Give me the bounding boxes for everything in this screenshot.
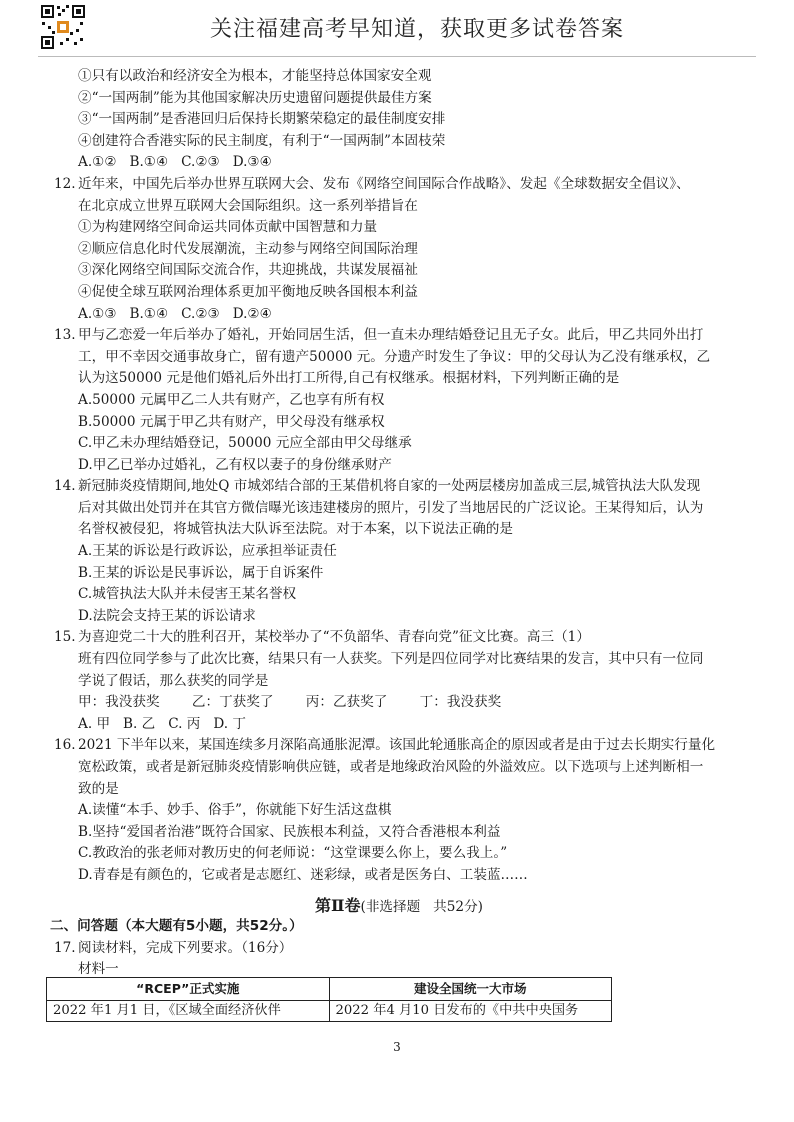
- q16-option: D.青春是有颜色的，它或者是志愿红、迷彩绿，或者是医务白、工装蓝……: [78, 866, 528, 883]
- q13-option: B.50000 元属于甲乙共有财产，甲父母没有继承权: [78, 413, 385, 430]
- q13-option: D.甲乙已举办过婚礼，乙有权以妻子的身份继承财产: [78, 456, 392, 473]
- q14-option: D.法院会支持王某的诉讼请求: [78, 607, 256, 624]
- q13-option: C.甲乙未办理结婚登记，50000 元应全部由甲父母继承: [78, 435, 412, 452]
- q15-statements: [54, 692, 744, 714]
- table-header: “RCEP”正式实施: [47, 978, 330, 1001]
- q11-item: ①只有以政治和经济安全为根本，才能坚持总体国家安全观: [78, 68, 432, 84]
- q11-item: ④创建符合香港实际的民主制度，有利于“一国两制”本固枝荣: [78, 132, 446, 149]
- q14-stem-line: 新冠肺炎疫情期间,地处Q 市城郊结合部的王某借机将自家的一处两层楼房加盖成三层,城管执法大队发现: [78, 478, 701, 495]
- q17-stem: [54, 938, 744, 960]
- q15-statement: 甲：我没获奖: [78, 694, 160, 711]
- q17-stem-line: 阅读材料，完成下列要求。（16分）: [78, 939, 293, 956]
- q12-stem-line: 近年来，中国先后举办世界互联网大会、发布《网络空间国际合作战略》、发起《全球数据安全倡议》、: [78, 175, 690, 192]
- q12-item: ①为构建网络空间命运共同体贡献中国智慧和力量: [78, 219, 378, 236]
- q16-number: 16.: [54, 737, 76, 754]
- q16-stem-line: 宽松政策，或者是新冠肺炎疫情影响供应链，或者是地缘政治风险的外溢效应。以下选项与上述判断相一: [78, 759, 704, 775]
- q15-stem: [54, 627, 744, 649]
- q17-material-label: 材料一: [78, 961, 119, 978]
- q14-option: B.王某的诉讼是民事诉讼，属于自诉案件: [78, 564, 324, 581]
- section-subtitle: (非选择题 共52分): [360, 898, 483, 915]
- q13-stem-line: 甲与乙恋爱一年后举办了婚礼，开始同居生活，但一直未办理结婚登记且无子女。此后，甲乙共同外出打: [78, 327, 704, 344]
- q12-item: ③深化网络空间国际交流合作，共迎挑战，共谋发展福祉: [78, 262, 418, 279]
- page-header: 关注福建高考早知道，获取更多试卷答案: [209, 17, 624, 42]
- q15-statement: 丙：乙获奖了: [305, 694, 388, 711]
- q13-stem: [54, 325, 744, 347]
- q12-stem: [54, 174, 744, 196]
- section-title: [54, 895, 744, 917]
- q16-stem-line: 2021 下半年以来，某国连续多月深陷高通胀泥潭。该国此轮通胀高企的原因或者是由于过去长期实行量化: [78, 737, 716, 754]
- q16-stem: [54, 735, 744, 757]
- q15-statement: 乙：丁获奖了: [191, 694, 274, 711]
- q16-option: C.教政治的张老师对教历史的何老师说：“这堂课要么你上，要么我上。”: [78, 845, 508, 862]
- q14-stem-line: 名誉权被侵犯，将城管执法大队诉至法院。对于本案，以下说法正确的是: [78, 521, 513, 538]
- q12-options: A.①③ B.①④ C.②③ D.②④: [78, 305, 272, 322]
- q14-option: C.城管执法大队并未侵害王某名誉权: [78, 586, 297, 603]
- q17-number: 17.: [54, 939, 76, 956]
- q15-stem-line: 为喜迎党二十大的胜利召开，某校举办了“不负韶华、青春向党”征文比赛。高三（1）: [78, 629, 590, 646]
- q15-stem-line: 班有四位同学参与了此次比赛，结果只有一人获奖。下列是四位同学对比赛结果的发言，其中只有一位同: [78, 651, 704, 668]
- section-title-main: 第Ⅱ卷: [315, 895, 361, 915]
- header-divider: [38, 56, 756, 57]
- q12-stem-line: 在北京成立世界互联网大会国际组织。这一系列举措旨在: [78, 197, 418, 214]
- q13-stem-line: 工，甲不幸因交通事故身亡，留有遗产50000 元。分遗产时发生了争议：甲的父母认为乙没有继承权，乙: [78, 348, 711, 365]
- table-header: 建设全国统一大市场: [329, 978, 612, 1001]
- q16-option: B.坚持“爱国者治港”既符合国家、民族根本利益，又符合香港根本利益: [78, 823, 501, 840]
- q11-options: A.①② B.①④ C.②③ D.③④: [78, 154, 272, 171]
- q13-stem-line: 认为这50000 元是他们婚礼后外出打工所得,自己有权继承。根据材料，下列判断正确的是: [78, 370, 620, 387]
- q16-option: A.读懂“本手、妙手、俗手”，你就能下好生活这盘棋: [78, 802, 392, 819]
- q15-stem-line: 学说了假话，那么获奖的同学是: [78, 672, 269, 689]
- page-number: 3: [393, 1040, 401, 1054]
- q14-stem-line: 后对其做出处罚并在其官方微信曝光该违建楼房的照片，引发了当地居民的广泛议论。王某得知后，认为: [78, 499, 704, 516]
- q11-item: ②“一国两制”能为其他国家解决历史遗留问题提供最佳方案: [78, 89, 432, 106]
- q16-stem-line: 致的是: [78, 780, 119, 797]
- table-cell: 2022 年4 月10 日发布的《中共中央国务: [329, 1001, 612, 1022]
- part-heading: 二、问答题（本大题有5小题，共52分。）: [50, 918, 303, 935]
- q12-item: ②顺应信息化时代发展潮流，主动参与网络空间国际治理: [78, 240, 418, 257]
- q13-option: A.50000 元属甲乙二人共有财产，乙也享有所有权: [78, 391, 385, 408]
- q11-item: ③“一国两制”是香港回归后保持长期繁荣稳定的最佳制度安排: [78, 111, 446, 128]
- material-table: [46, 977, 612, 1022]
- q14-option: A.王某的诉讼是行政诉讼，应承担举证责任: [78, 543, 337, 560]
- table-cell: 2022 年1 月1 日，《区域全面经济伙伴: [47, 1001, 330, 1022]
- q12-item: ④促使全球互联网治理体系更加平衡地反映各国根本利益: [78, 283, 418, 300]
- q14-number: 14.: [54, 478, 76, 495]
- q15-options: A. 甲 B. 乙 C. 丙 D. 丁: [78, 715, 246, 732]
- q13-number: 13.: [54, 327, 76, 344]
- q15-statement: 丁：我没获奖: [419, 694, 502, 711]
- exam-content: [50, 66, 744, 981]
- q15-number: 15.: [54, 629, 76, 646]
- q14-stem: [54, 476, 744, 498]
- q12-number: 12.: [54, 175, 76, 192]
